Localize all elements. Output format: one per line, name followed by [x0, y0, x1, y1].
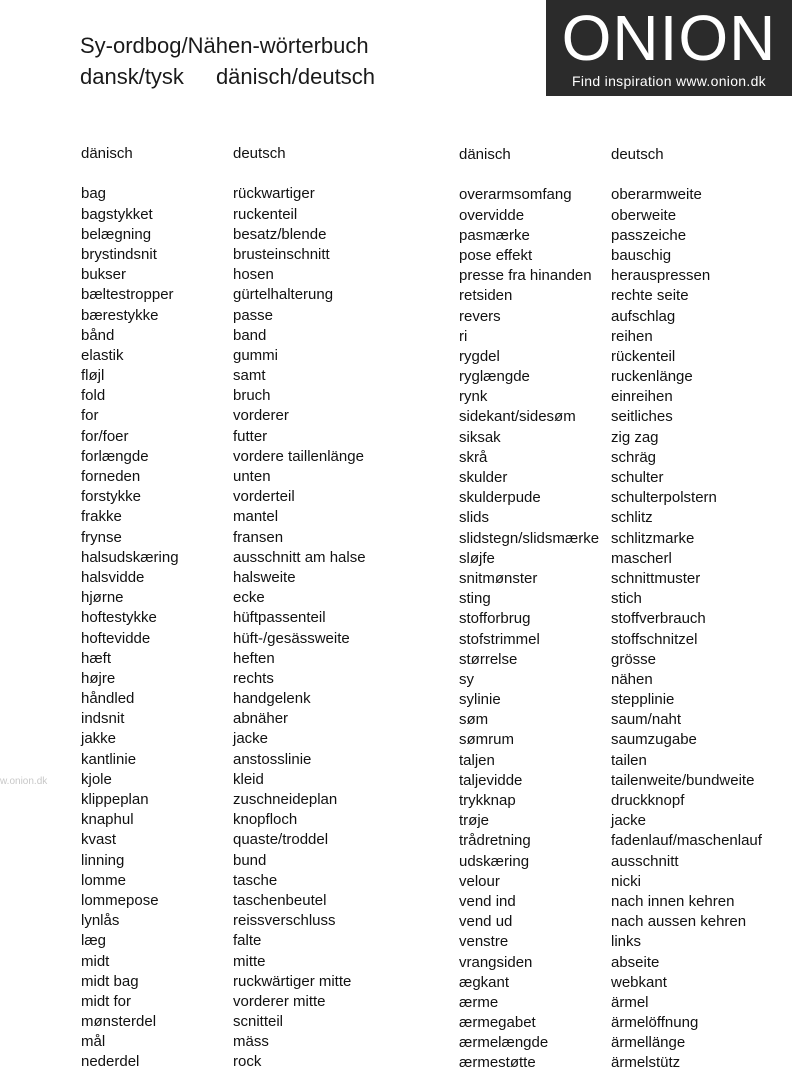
danish-word: frynse [81, 528, 122, 546]
german-word: rechte seite [611, 287, 689, 305]
danish-word: hoftevidde [81, 629, 151, 647]
onion-logo [546, 0, 792, 96]
german-word: stich [611, 590, 642, 608]
danish-word: håndled [81, 690, 135, 708]
title-language-german: dänisch/deutsch [215, 64, 375, 89]
german-word: brusteinschnitt [233, 245, 330, 263]
german-word: schulterpolstern [611, 489, 717, 507]
german-word: hüftpassenteil [233, 609, 326, 627]
german-word: fransen [233, 528, 284, 546]
german-word: reihen [611, 327, 653, 345]
danish-word: vend ind [459, 892, 516, 910]
danish-word: taljen [459, 751, 495, 769]
danish-word: fløjl [81, 367, 105, 385]
german-word: zig zag [611, 428, 659, 446]
column-header: dänisch [459, 146, 511, 163]
danish-word: forlængde [81, 447, 149, 465]
danish-word: bagstykket [81, 205, 153, 223]
german-word: bruch [233, 387, 271, 405]
danish-word: midt [81, 952, 110, 970]
german-word: kleid [233, 770, 264, 788]
german-word: seitliches [611, 408, 673, 426]
danish-word: størrelse [459, 650, 518, 668]
logo-brand: ONION [561, 2, 777, 74]
german-word: tailenweite/bundweite [611, 771, 755, 789]
german-word: bauschig [611, 246, 672, 264]
danish-word: elastik [81, 346, 124, 364]
danish-word: bærestykke [81, 306, 159, 324]
german-word: jacke [611, 812, 647, 830]
danish-word: bag [81, 185, 107, 203]
german-word: oberarmweite [611, 186, 702, 204]
german-word: tailen [611, 751, 647, 769]
danish-word: sidekant/sidesøm [459, 408, 576, 426]
german-word: scnitteil [233, 1013, 284, 1031]
danish-word: ærmegabet [459, 1014, 536, 1032]
danish-word: velour [459, 872, 500, 890]
column-header: deutsch [233, 145, 286, 162]
german-word: aufschlag [611, 307, 676, 325]
german-word: taschenbeutel [233, 891, 327, 909]
danish-word: højre [81, 669, 116, 687]
german-word: abnäher [233, 710, 289, 728]
danish-word: ægkant [459, 973, 510, 991]
danish-word: kantlinie [81, 750, 137, 768]
german-word: tasche [233, 871, 278, 889]
danish-word: indsnit [81, 710, 125, 728]
german-word: ruckwärtiger mitte [233, 972, 352, 990]
german-word: saumzugabe [611, 731, 697, 749]
danish-word: pose effekt [459, 246, 533, 264]
german-word: vorderteil [233, 488, 295, 506]
danish-word: hoftestykke [81, 609, 157, 627]
german-word: rückenteil [611, 347, 676, 365]
german-word: ecke [233, 589, 265, 607]
danish-word: jakke [81, 730, 117, 748]
german-word: unten [233, 468, 271, 485]
danish-word: taljevidde [459, 771, 523, 789]
danish-word: ærme [459, 993, 499, 1011]
german-word: ärmel [611, 993, 649, 1011]
german-word: reissverschluss [233, 912, 336, 930]
danish-word: presse fra hinanden [459, 267, 592, 285]
german-word: mantel [233, 508, 279, 526]
german-word: samt [233, 367, 266, 385]
german-word: rückwartiger [233, 185, 315, 203]
german-word: hüft-/gesässweite [233, 629, 350, 647]
danish-word: belægning [81, 225, 152, 243]
danish-word: trøje [459, 812, 489, 830]
danish-word: ærmelængde [459, 1034, 549, 1052]
danish-word: vend ud [459, 913, 513, 931]
german-word: ärmellänge [611, 1034, 686, 1052]
german-word: druckknopf [611, 792, 685, 809]
danish-word: slids [459, 509, 490, 527]
german-word: heften [233, 649, 275, 667]
danish-word: ryglængde [459, 368, 530, 386]
german-word: band [233, 326, 267, 344]
german-word: vordere taillenlänge [233, 447, 364, 465]
german-word: stoffverbrauch [611, 610, 706, 628]
german-word: ärmelöffnung [611, 1014, 699, 1032]
column-header: dänisch [81, 145, 133, 162]
danish-word: linning [81, 851, 125, 869]
danish-word: overvidde [459, 206, 525, 224]
danish-word: for [81, 407, 99, 425]
german-word: rock [233, 1053, 262, 1071]
german-word: rechts [233, 669, 274, 687]
right-german-column [611, 145, 762, 1074]
german-word: ruckenteil [233, 205, 298, 223]
german-word: mäss [233, 1033, 269, 1051]
danish-word: nederdel [81, 1053, 140, 1071]
danish-word: midt bag [81, 972, 139, 990]
german-word: einreihen [611, 388, 673, 406]
german-word: ausschnitt am halse [233, 548, 366, 566]
german-word: nach innen kehren [611, 892, 735, 910]
german-word: handgelenk [233, 690, 311, 708]
column-header: deutsch [611, 146, 664, 163]
german-word: jacke [233, 730, 269, 748]
german-word: hosen [233, 266, 274, 284]
german-word: mitte [233, 952, 266, 970]
danish-word: retsiden [459, 287, 513, 305]
german-word: ruckenlänge [611, 368, 693, 386]
page-title [80, 30, 375, 92]
german-word: passzeiche [611, 226, 687, 244]
german-word: gummi [233, 346, 279, 364]
danish-word: sting [459, 590, 491, 608]
danish-word: ærmestøtte [459, 1054, 536, 1072]
german-word: falte [233, 932, 262, 950]
german-word: bund [233, 851, 267, 869]
danish-word: læg [81, 932, 107, 950]
german-word: futter [233, 427, 268, 445]
title-language-danish: dansk/tysk [80, 64, 184, 89]
danish-word: søm [459, 711, 489, 729]
danish-word: mål [81, 1033, 106, 1051]
german-word: saum/naht [611, 711, 682, 729]
german-word: grösse [611, 650, 657, 668]
german-word: webkant [611, 973, 667, 991]
danish-word: pasmærke [459, 226, 530, 244]
danish-word: lomme [81, 871, 127, 889]
german-word: herauspressen [611, 267, 711, 285]
german-word: halsweite [233, 568, 296, 586]
danish-word: stofstrimmel [459, 630, 540, 648]
danish-word: halsudskæring [81, 548, 179, 566]
german-word: abseite [611, 953, 660, 971]
danish-word: bæltestropper [81, 286, 174, 304]
danish-word: venstre [459, 933, 509, 951]
left-danish-column [81, 144, 179, 1073]
german-word: stepplinie [611, 691, 675, 709]
danish-word: fold [81, 387, 106, 405]
danish-word: halsvidde [81, 568, 145, 586]
german-word: quaste/troddel [233, 831, 329, 849]
german-word: oberweite [611, 206, 677, 224]
german-word: zuschneideplan [233, 791, 338, 808]
german-word: schnittmuster [611, 569, 701, 587]
german-word: nach aussen kehren [611, 913, 747, 931]
danish-word: brystindsnit [81, 245, 157, 263]
title-line-2 [80, 61, 375, 92]
danish-word: mønsterdel [81, 1013, 157, 1031]
danish-word: midt for [81, 992, 132, 1010]
danish-word: kvast [81, 831, 117, 849]
danish-word: rygdel [459, 347, 500, 365]
danish-word: hæft [81, 649, 112, 667]
danish-word: slidstegn/slidsmærke [459, 529, 600, 547]
german-word: passe [233, 306, 274, 324]
logo-tagline: Find inspiration www.onion.dk [572, 73, 766, 89]
danish-word: forstykke [81, 488, 142, 506]
danish-word: siksak [459, 428, 501, 446]
danish-word: sømrum [459, 731, 514, 749]
german-word: besatz/blende [233, 225, 327, 243]
danish-word: lommepose [81, 891, 159, 909]
danish-word: sy [459, 670, 474, 688]
danish-word: bånd [81, 326, 115, 344]
german-word: anstosslinie [233, 750, 312, 768]
danish-word: klippeplan [81, 791, 149, 808]
danish-word: lynlås [81, 912, 120, 930]
german-word: stoffschnitzel [611, 630, 698, 648]
german-word: links [611, 933, 642, 951]
german-word: schräg [611, 448, 657, 466]
watermark: w.onion.dk [0, 776, 48, 787]
danish-word: udskæring [459, 852, 530, 870]
german-word: nicki [611, 872, 642, 890]
danish-word: overarmsomfang [459, 186, 572, 204]
danish-word: vrangsiden [459, 953, 533, 971]
danish-word: revers [459, 307, 501, 325]
danish-word: ri [459, 327, 468, 345]
danish-word: skrå [459, 448, 488, 466]
danish-word: frakke [81, 508, 122, 526]
danish-word: for/foer [81, 427, 129, 445]
german-word: vorderer [233, 407, 289, 425]
danish-word: forneden [81, 468, 141, 485]
german-word: schlitzmarke [611, 529, 695, 547]
danish-word: sylinie [459, 691, 501, 709]
danish-word: sløjfe [459, 549, 495, 567]
danish-word: bukser [81, 266, 127, 284]
german-word: ausschnitt [611, 852, 679, 870]
german-word: fadenlauf/maschenlauf [611, 832, 762, 850]
danish-word: rynk [459, 388, 488, 406]
german-word: schulter [611, 469, 664, 486]
danish-word: trykknap [459, 792, 516, 809]
german-word: knopfloch [233, 811, 298, 829]
danish-word: trådretning [459, 832, 531, 850]
title-line-1: Sy-ordbog/Nähen-wörterbuch [80, 33, 369, 58]
german-word: ärmelstütz [611, 1054, 681, 1072]
left-german-column [233, 144, 366, 1073]
danish-word: skulderpude [459, 489, 541, 507]
danish-word: skulder [459, 469, 508, 486]
german-word: mascherl [611, 549, 672, 567]
danish-word: stofforbrug [459, 610, 531, 628]
german-word: schlitz [611, 509, 653, 527]
danish-word: kjole [81, 770, 112, 788]
danish-word: hjørne [81, 589, 124, 607]
german-word: gürtelhalterung [233, 286, 334, 304]
danish-word: knaphul [81, 811, 134, 829]
danish-word: snitmønster [459, 569, 538, 587]
german-word: nähen [611, 670, 653, 688]
german-word: vorderer mitte [233, 992, 326, 1010]
right-danish-column [459, 145, 599, 1074]
